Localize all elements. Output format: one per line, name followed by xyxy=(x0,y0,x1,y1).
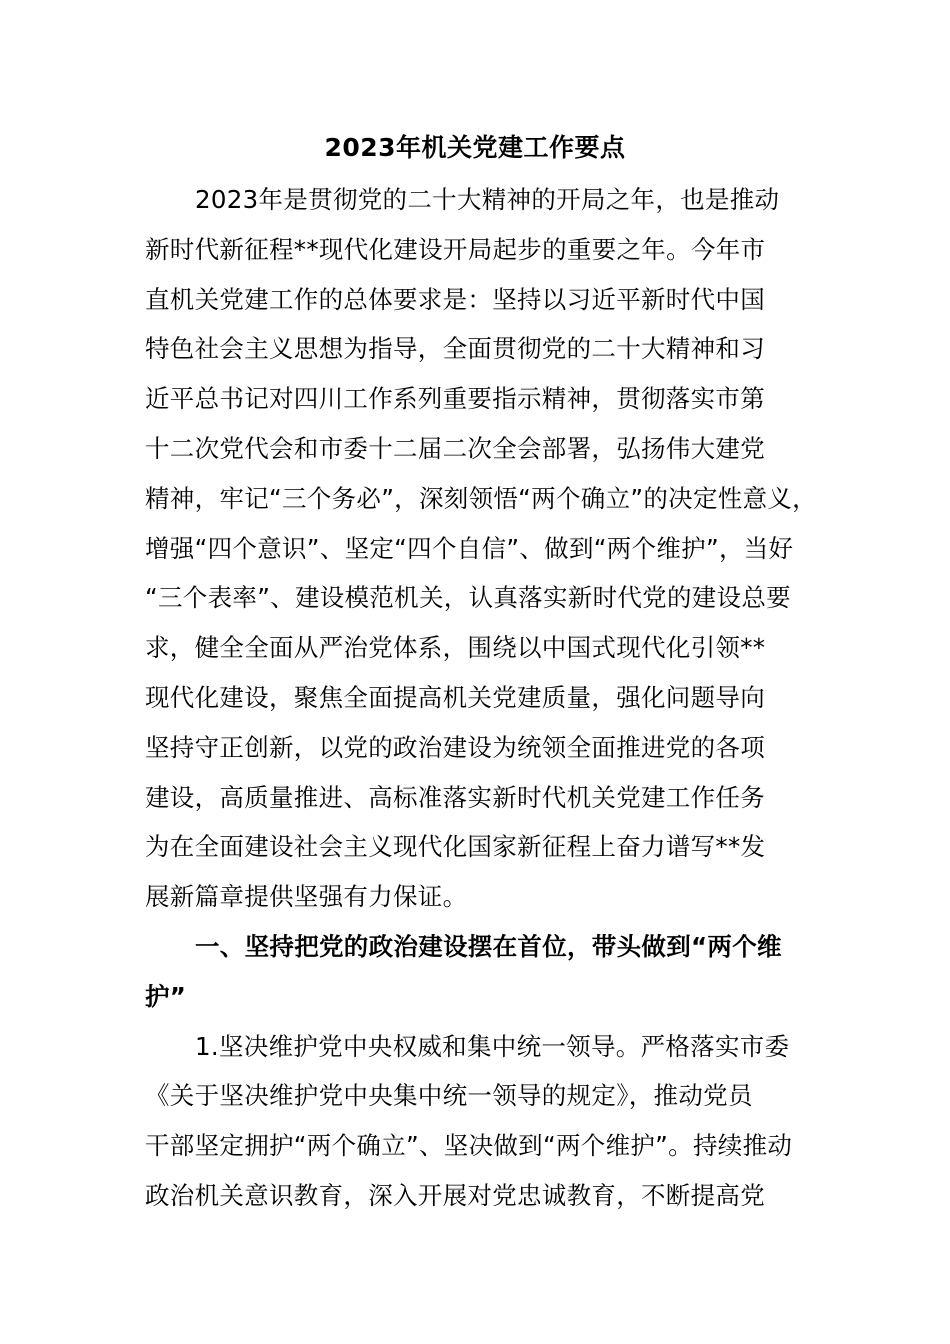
paragraph-line: 政治机关意识教育，深入开展对党忠诚教育，不断提高党 xyxy=(145,1181,765,1210)
section-heading-line: 一、坚持把党的政治建设摆在首位，带头做到“两个维 xyxy=(195,932,782,961)
paragraph-line: 干部坚定拥护“两个确立”、坚决做到“两个维护”。持续推动 xyxy=(145,1131,793,1161)
paragraph-line: 建设，高质量推进、高标准落实新时代机关党建工作任务 xyxy=(145,782,765,812)
paragraph-line: 2023年是贯彻党的二十大精神的开局之年，也是推动 xyxy=(195,185,780,214)
document-title: 2023年机关党建工作要点 xyxy=(324,133,626,162)
paragraph-line: 近平总书记对四川工作系列重要指示精神，贯彻落实市第 xyxy=(145,384,765,414)
paragraph-line: 新时代新征程**现代化建设开局起步的重要之年。今年市 xyxy=(145,234,766,264)
paragraph-line: 现代化建设，聚焦全面提高机关党建质量，强化问题导向 xyxy=(145,683,765,712)
paragraph-line: 《关于坚决维护党中央集中统一领导的规定》，推动党员 xyxy=(145,1081,753,1111)
paragraph-line: 求，健全全面从严治党体系，围绕以中国式现代化引领** xyxy=(145,633,766,663)
paragraph-line: 展新篇章提供坚强有力保证。 xyxy=(145,882,468,912)
paragraph-line: 精神，牢记“三个务必”，深刻领悟“两个确立”的决定性意义， xyxy=(145,483,817,513)
paragraph-line: 坚持守正创新，以党的政治建设为统领全面推进党的各项 xyxy=(145,732,765,762)
paragraph-line: 直机关党建工作的总体要求是：坚持以习近平新时代中国 xyxy=(145,284,765,314)
paragraph-line: 1.坚决维护党中央权威和集中统一领导。严格落实市委 xyxy=(195,1031,790,1061)
paragraph-line: 十二次党代会和市委十二届二次全会部署，弘扬伟大建党 xyxy=(145,434,765,463)
paragraph-line: 特色社会主义思想为指导，全面贯彻党的二十大精神和习 xyxy=(145,334,765,364)
paragraph-line: “三个表率”、建设模范机关，认真落实新时代党的建设总要 xyxy=(145,583,791,613)
paragraph-line: 增强“四个意识”、坚定“四个自信”、做到“两个维护”，当好 xyxy=(145,533,794,563)
paragraph-line: 为在全面建设社会主义现代化国家新征程上奋力谱写**发 xyxy=(145,832,766,862)
section-heading-line: 护” xyxy=(145,981,187,1011)
